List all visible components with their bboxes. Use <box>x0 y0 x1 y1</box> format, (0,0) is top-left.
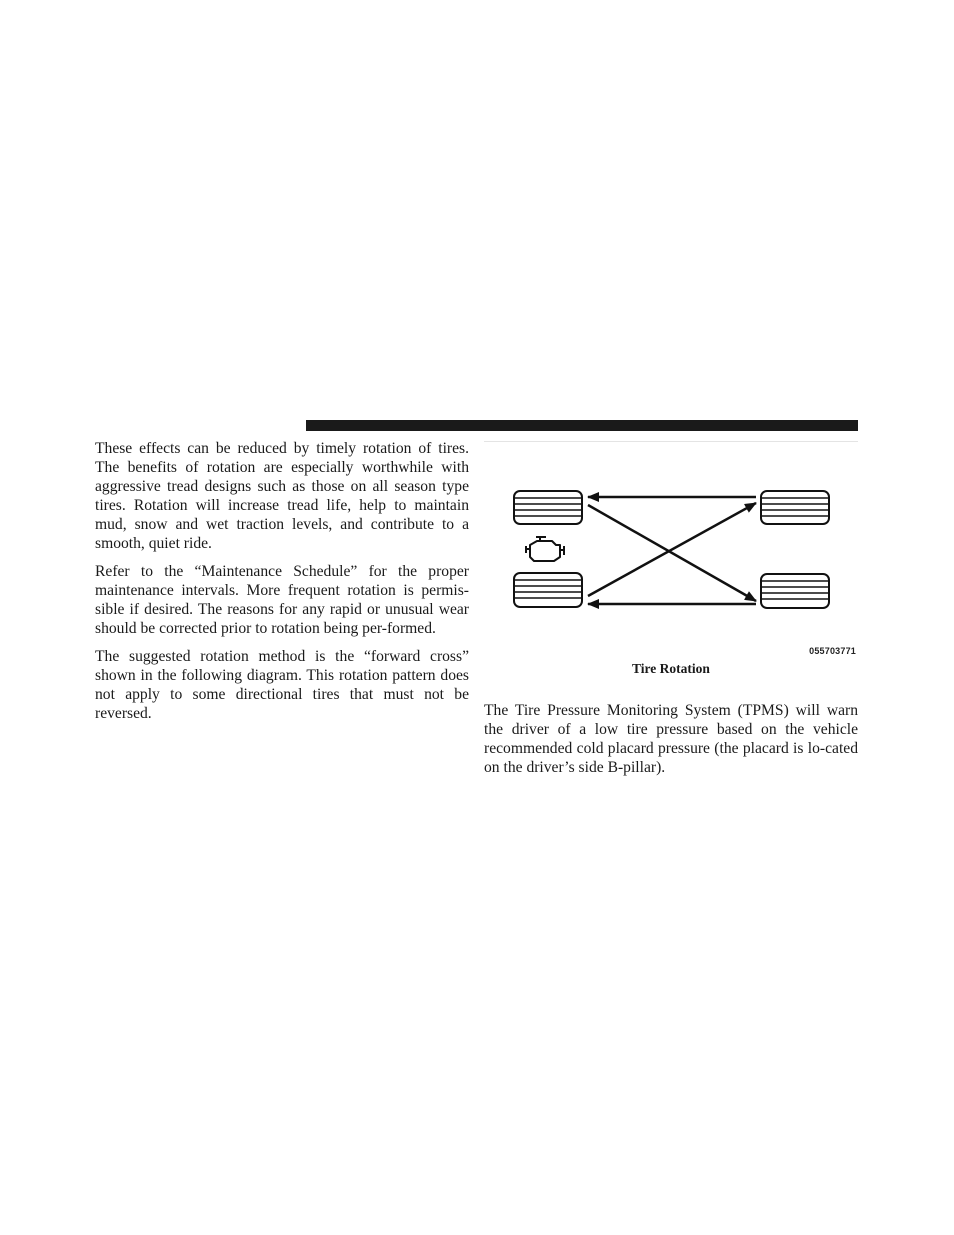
paragraph-rotation-method: The suggested rotation method is the “forward cross” shown in the following diagram. This rotation pattern does not apply to some directional tires that must not be reversed. <box>95 648 469 722</box>
tire-icon <box>514 573 582 607</box>
tire-icon <box>514 491 582 524</box>
paragraph-tpms: The Tire Pressure Monitoring System (TPMS) will warn the driver of a low tire pressure based on the vehicle recommended cold placard pressure (the placard is lo-cated on the driver’s side B-pillar). <box>484 702 858 776</box>
paragraph-rotation-effects: These effects can be reduced by timely rotation of tires. The benefits of rotation are especially worthwhile with aggressive tread designs such as those on all season type tires. Rotation will increase tread life, help to maintain mud, snow and wet traction levels, and contribute to a smooth, quiet ride. <box>95 440 469 552</box>
tire-icon <box>761 574 829 608</box>
right-column <box>484 701 858 786</box>
arrow-icon <box>588 505 756 601</box>
tire-rotation-svg <box>484 442 858 658</box>
engine-icon <box>526 537 564 561</box>
figure-code: 055703771 <box>809 646 856 656</box>
figure-caption: Tire Rotation <box>632 661 710 676</box>
section-header-bar <box>306 420 858 431</box>
paragraph-maintenance-schedule: Refer to the “Maintenance Schedule” for the proper maintenance intervals. More frequent rotation is permis-sible if desired. The reasons for any rapid or unusual wear should be corrected prior to rotation being per-formed. <box>95 563 469 637</box>
arrow-icon <box>588 503 756 596</box>
left-column <box>95 439 469 732</box>
tire-rotation-diagram <box>484 441 858 658</box>
tire-icon <box>761 491 829 524</box>
